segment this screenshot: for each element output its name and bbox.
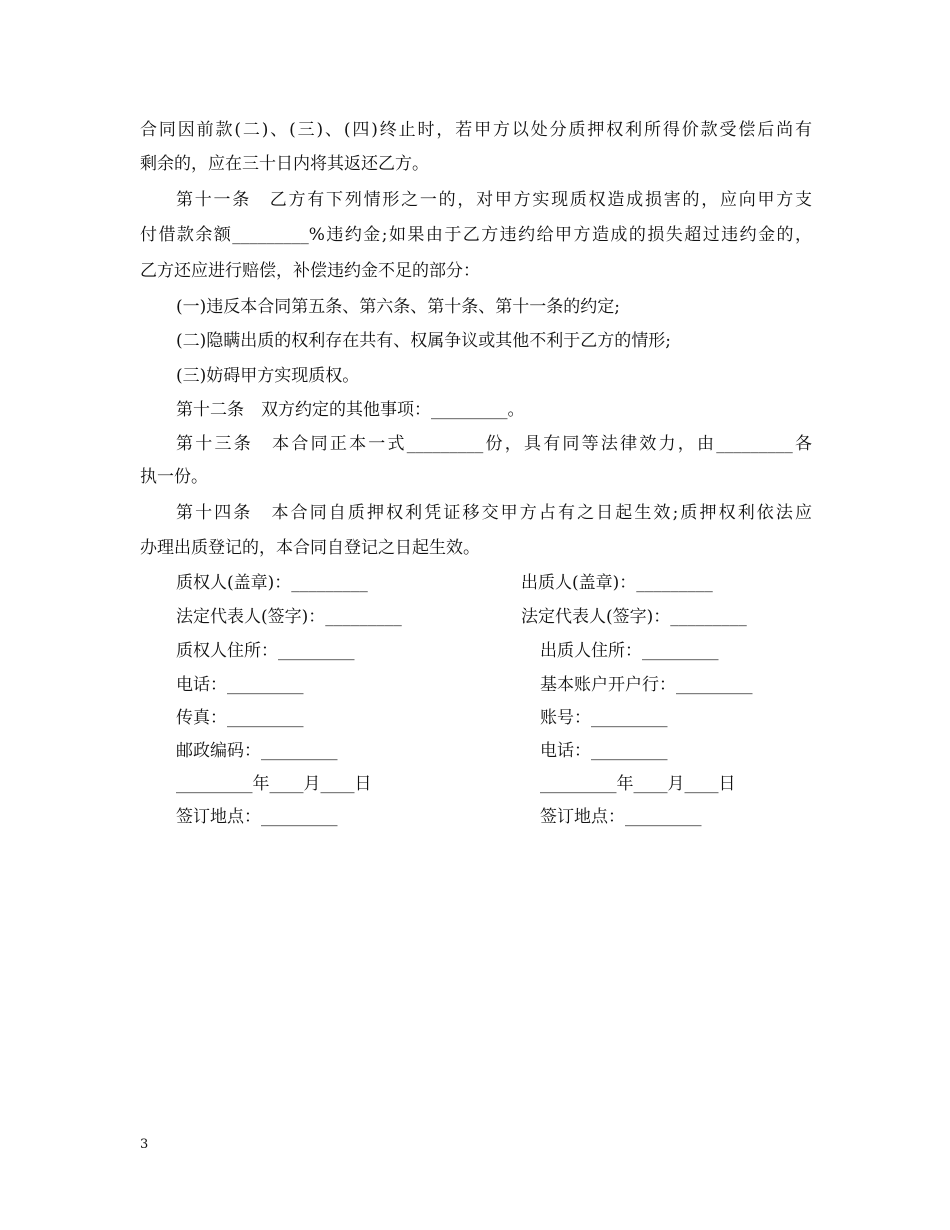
pledgee-address-field: 质权人住所：_________ [176, 641, 355, 661]
pledgor-representative-field: 法定代表人(签字)：_________ [521, 607, 747, 627]
page-number: 3 [140, 1137, 149, 1152]
pledgor-bank-field: 基本账户开户行：_________ [540, 675, 753, 695]
pledgee-postcode-field: 邮政编码：_________ [176, 741, 338, 761]
article-12: 第十二条 双方约定的其他事项：_________。 [176, 400, 525, 420]
list-item: (一)违反本合同第五条、第六条、第十条、第十一条的约定; [176, 297, 620, 317]
pledgee-phone-field: 电话：_________ [176, 675, 304, 695]
pledgee-date-field: _________年____月____日 [176, 774, 372, 794]
list-item: (三)妨碍甲方实现质权。 [176, 366, 360, 386]
pledgor-address-field: 出质人住所：_________ [540, 641, 719, 661]
pledgee-fax-field: 传真：_________ [176, 708, 304, 728]
pledgee-seal-field: 质权人(盖章)：_________ [176, 573, 368, 593]
pledgee-place-field: 签订地点：_________ [176, 807, 338, 827]
body-line: 剩余的，应在三十日内将其返还乙方。 [140, 154, 429, 174]
pledgor-date-field: _________年____月____日 [540, 774, 736, 794]
pledgor-seal-field: 出质人(盖章)：_________ [521, 573, 713, 593]
article-13: 第十三条 本合同正本一式_________份，具有同等法律效力，由_________各 [176, 434, 812, 454]
list-item: (二)隐瞒出质的权利存在共有、权属争议或其他不利于乙方的情形; [176, 331, 671, 351]
article-14: 第十四条 本合同自质押权利凭证移交甲方占有之日起生效;质押权利依法应 [176, 503, 812, 523]
pledgor-phone-field: 电话：_________ [540, 741, 668, 761]
body-line: 付借款余额_________%违约金;如果由于乙方违约给甲方造成的损失超过违约金的， [140, 225, 812, 245]
article-11-heading: 第十一条 乙方有下列情形之一的，对甲方实现质权造成损害的，应向甲方支 [176, 190, 812, 210]
body-line: 乙方还应进行赔偿，补偿违约金不足的部分： [140, 261, 480, 281]
body-line: 执一份。 [140, 467, 208, 487]
pledgor-account-field: 账号：_________ [540, 708, 668, 728]
pledgee-representative-field: 法定代表人(签字)：_________ [176, 607, 402, 627]
pledgor-place-field: 签订地点：_________ [540, 807, 702, 827]
body-line: 办理出质登记的，本合同自登记之日起生效。 [140, 538, 480, 558]
body-line: 合同因前款(二)、(三)、(四)终止时，若甲方以处分质押权利所得价款受偿后尚有 [140, 120, 812, 140]
